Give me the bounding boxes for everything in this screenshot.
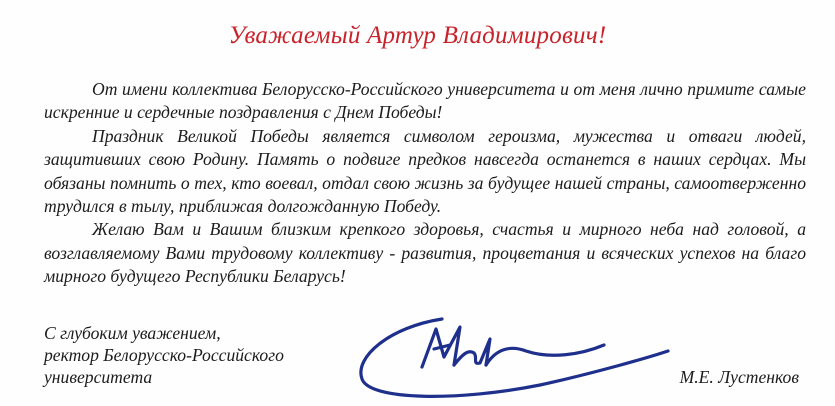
paragraph-greeting: От имени коллектива Белорусско-Российского университета и от меня лично примите самые искренние и сердечные поздравления с Днем Победы! (44, 79, 806, 123)
signature-icon (350, 305, 680, 406)
closing-institution: университета (44, 367, 153, 387)
closing-block (44, 322, 284, 388)
letter-body (44, 78, 806, 289)
salutation-heading: Уважаемый Артур Владимирович! (228, 22, 607, 49)
signer-name: М.Е. Лустенков (679, 367, 799, 387)
closing-regards: С глубоким уважением, (44, 323, 221, 343)
paragraph-wishes: Желаю Вам и Вашим близким крепкого здоровья, счастья и мирного неба над головой, а возглавляемому Вами трудовому коллективу - развития, процветания и всяческих успехов на благо мирного будущего Республики Беларусь! (44, 219, 806, 287)
paragraph-victory: Праздник Великой Победы является символом героизма, мужества и отваги людей, защитивших свою Родину. Память о подвиге предков навсегда останется в наших сердцах. Мы обязаны помнить о тех, кто воевал, отдал свою жизнь за будущее нашей страны, самоотверженно трудился в тылу, приближая долгожданную Победу. (44, 125, 806, 217)
closing-title: ректор Белорусско-Российского (44, 345, 284, 365)
